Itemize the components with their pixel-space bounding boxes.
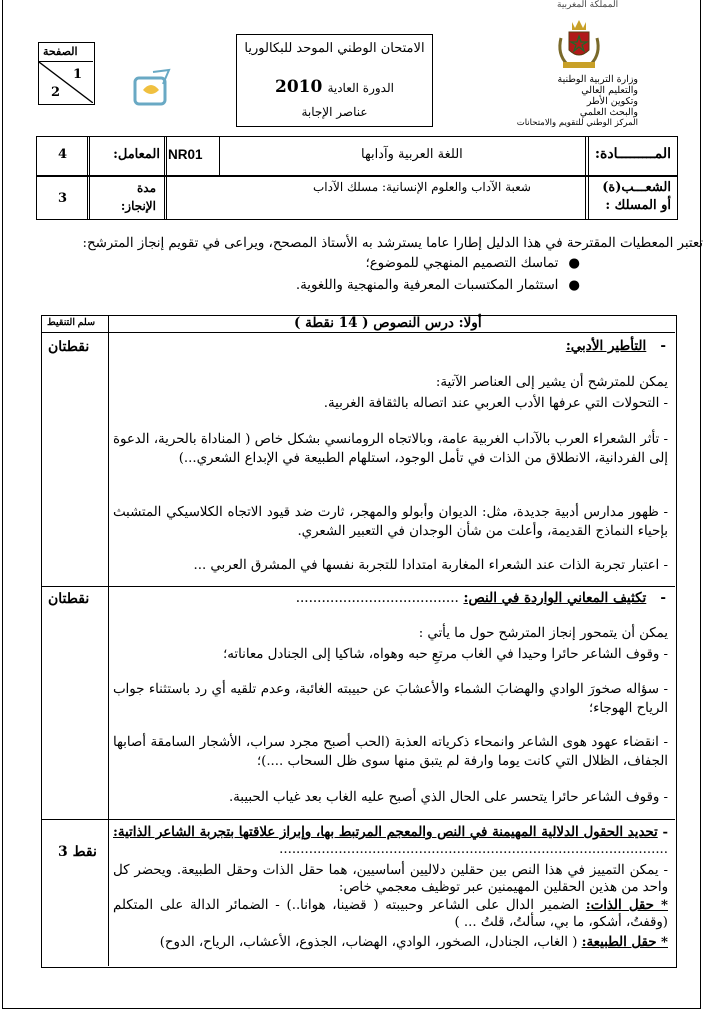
coef-value: 4 — [58, 147, 68, 162]
branch-value-cell — [164, 176, 589, 220]
heading-dots: ...................................... — [295, 590, 459, 606]
header-row-line — [42, 332, 675, 333]
section-title: أولا: درس النصوص ( 14 نقطة ) — [294, 315, 482, 331]
session-line — [237, 77, 432, 97]
row-separator — [42, 586, 675, 587]
scale-header: سلم التنقيط — [47, 317, 96, 328]
duration-value: 3 — [58, 191, 68, 206]
row-heading: - تكثيف المعاني الواردة في النص: ...................................... — [295, 590, 666, 606]
self-field — [113, 897, 668, 931]
intro-bullet — [150, 254, 580, 273]
item-text: التحولات التي عرفها الأدب العربي عند اتصاله بالثقافة الغربية. — [323, 396, 660, 411]
ministry-line: والتعليم العالي — [581, 85, 638, 96]
code: NR01 — [168, 147, 203, 162]
self-field-text: الضمير الدال على الشاعر وحبيبته ( قضينا، هوانا..) - الضمائر الدالة على المتكلم (وقفتُ، أشكو، ما بي، سألتُ، قلتُ ... ) — [113, 898, 668, 930]
page-current: 1 — [73, 67, 83, 82]
grading-table — [41, 315, 677, 968]
ministry-line: وزارة التربية الوطنية — [557, 74, 638, 85]
page-number-box — [38, 42, 95, 105]
session-label: الدورة العادية — [327, 81, 394, 95]
item-text: اعتبار تجربة الذات عند الشعراء المغاربة امتدادا للتجربة نفسها في المشرق العربي ... — [193, 558, 660, 573]
row-points: نقطتان — [48, 591, 90, 607]
bullet-dot: ● — [568, 278, 580, 293]
info-table — [36, 136, 678, 220]
kingdom-emblem — [553, 16, 605, 70]
row-intro: يمكن للمترشح أن يشير إلى العناصر الآتية: — [435, 375, 668, 390]
branch-label-2: أو المسلك : — [605, 198, 671, 213]
duration-label-cell — [87, 176, 167, 220]
coef-label: المعامل: — [113, 147, 160, 162]
nature-field — [113, 934, 668, 951]
row-points: 3 نقط — [58, 844, 97, 860]
center-name: المركز الوطني للتقويم والامتحانات — [516, 118, 638, 128]
duration-value-cell — [36, 176, 90, 220]
intro-text: تعتبر المعطيات المقترحة في هذا الدليل إطارا عاما يسترشد به الأستاذ المصحح، ويراعى في تقويم إنجاز المترشح: — [82, 236, 703, 251]
branch-label-1: الشعـــب(ة) — [602, 180, 671, 195]
ministry-block — [516, 74, 638, 129]
coef-label-cell — [87, 136, 167, 176]
item-text: وقوف الشاعر حائرا وحيدا في الغاب مرتعِ حبه وهواه، شاكيا إلى الجنادل معاناته؛ — [223, 647, 660, 662]
answer-elements: عناصر الإجابة — [301, 105, 368, 119]
item-text: وقوف الشاعر حائرا يتحسر على الحال الذي أصبح عليه الغاب بعد غياب الحبيبة. — [228, 790, 660, 805]
row-intro: يمكن أن يتمحور إنجاز المترشح حول ما يأتي : — [418, 626, 668, 641]
list-item: - اعتبار تجربة الذات عند الشعراء المغاربة امتدادا للتجربة نفسها في المشرق العربي ... — [193, 558, 668, 573]
item-text: سؤاله صخورَ الوادي والهضابَ الشماء والأعشابَ عن حبيبته الغائبة، وعدم تلقيه أي رد باستثناء جواب الرياح الهوجاء؛ — [113, 682, 668, 716]
list-item: - وقوف الشاعر حائرا يتحسر على الحال الذي أصبح عليه الغاب بعد غياب الحبيبة. — [228, 790, 668, 805]
row-body: - يمكن التمييز في هذا النص بين حقلين دلاليين أساسيين، هما حقل الذات وحقل الطبيعة. ويحضر كل واحد من هذين الحقلين المهيمنين عبر توظيف معجمي خاص: — [113, 863, 668, 895]
list-item: - تأثر الشعراء العرب بالآداب الغربية عامة، وبالاتجاه الرومانسي بشكل خاص ( المناداة بالحرية، الدعوة إلى الفردانية، الانطلاق من الذات في تأمل الوجود، استلهام الطبيعة في الإبداع الشعري...) — [113, 432, 668, 466]
bullet-dot: ● — [568, 256, 580, 271]
row-heading: - التأطير الأدبي: — [565, 338, 666, 354]
list-item: - التحولات التي عرفها الأدب العربي عند اتصاله بالثقافة الغربية. — [323, 396, 668, 411]
kingdom-label: المملكة المغربية — [557, 0, 619, 10]
page-diagonal — [39, 62, 93, 103]
page-label: الصفحة — [43, 45, 78, 58]
row-points: نقطتان — [48, 339, 90, 355]
code-cell — [164, 136, 220, 176]
row-separator — [42, 819, 675, 820]
duration-label-2: الإنجاز: — [120, 199, 156, 213]
subject-value: اللغة العربية وآدابها — [361, 147, 463, 162]
column-divider — [108, 316, 109, 966]
heading-dots: ............................................................................................ — [279, 842, 668, 857]
list-item: - وقوف الشاعر حائرا وحيدا في الغاب مرتعِ حبه وهواه، شاكيا إلى الجنادل معاناته؛ — [223, 647, 668, 662]
heading-text: تكثيف المعاني الواردة في النص: — [463, 590, 647, 606]
list-item: - انقضاء عهود هوى الشاعر وانمحاء ذكرياته العذبة (الحب أصبح مجرد سراب، الأشجار السامقة أصابها الجفاف، الظلال التي كانت يوما وارفة لم يتبق منها سوى ظل السحاب ....)؛ — [113, 735, 668, 769]
intro-bullet — [150, 276, 580, 295]
subject-value-cell — [164, 136, 589, 176]
heading-text: تحديد الحقول الدلالية المهيمنة في النص والمعجم المرتبط بها، وإبراز علاقتها بتجربة الشاعر الذاتية: — [113, 825, 658, 840]
row-heading: - تحديد الحقول الدلالية المهيمنة في النص والمعجم المرتبط بها، وإبراز علاقتها بتجربة الشاعر الذاتية: ............................................................................................ — [113, 825, 668, 857]
page-total: 2 — [51, 85, 61, 100]
list-item: - سؤاله صخورَ الوادي والهضابَ الشماء والأعشابَ عن حبيبته الغائبة، وعدم تلقيه أي رد باستثناء جواب الرياح الهوجاء؛ — [113, 682, 668, 716]
branch-label-cell — [585, 176, 678, 220]
exam-title: الامتحان الوطني الموحد للبكالوريا — [244, 41, 425, 56]
bullet-text: تماسك التصميم المنهجي للموضوع؛ — [365, 256, 559, 271]
item-text: تأثر الشعراء العرب بالآداب الغربية عامة، وبالاتجاه الرومانسي بشكل خاص ( المناداة بالحرية، الدعوة إلى الفردانية، الانطلاق من الذات في تأمل الوجود، استلهام الطبيعة في الإبداع الشعري...) — [113, 432, 668, 466]
ministry-line: وتكوين الأطر — [586, 96, 638, 107]
branch-value: شعبة الآداب والعلوم الإنسانية: مسلك الآداب — [313, 180, 531, 194]
bullet-text: استثمار المكتسبات المعرفية والمنهجية واللغوية. — [295, 278, 559, 293]
duration-label-1: مدة — [136, 181, 156, 195]
subject-label-cell — [585, 136, 678, 176]
nature-field-text: ( الغاب، الجنادل، الصخور، الوادي، الهضاب، الجذوع، الأعشاب، الرياح، الدوح) — [159, 935, 578, 950]
item-text: ظهور مدارس أدبية جديدة، مثل: الديوان وأبولو والمهجر، ثارت ضد قيود الاتجاه الكلاسيكي المتشبث بإحياء النماذج القديمة، وأعلت من شأن الوجدان في التعبير الشعري. — [113, 505, 668, 539]
session-year: 2010 — [275, 77, 323, 97]
heading-text: التأطير الأدبي: — [565, 338, 647, 354]
item-text: انقضاء عهود هوى الشاعر وانمحاء ذكرياته العذبة (الحب أصبح مجرد سراب، الأشجار السامقة أصابها الجفاف، الظلال التي كانت يوما وارفة لم يتبق منها سوى ظل السحاب ....)؛ — [113, 735, 668, 769]
center-logo — [133, 68, 173, 106]
subject-label: المـــــــــادة: — [594, 146, 671, 162]
list-item: - ظهور مدارس أدبية جديدة، مثل: الديوان وأبولو والمهجر، ثارت ضد قيود الاتجاه الكلاسيكي المتشبث بإحياء النماذج القديمة، وأعلت من شأن الوجدان في التعبير الشعري. — [113, 505, 668, 539]
self-field-label: * حقل الذات: — [585, 898, 668, 913]
coef-value-cell — [36, 136, 90, 176]
exam-title-box — [236, 34, 433, 127]
nature-field-label: * حقل الطبيعة: — [581, 935, 668, 950]
ministry-line: والبحث العلمي — [579, 107, 638, 118]
